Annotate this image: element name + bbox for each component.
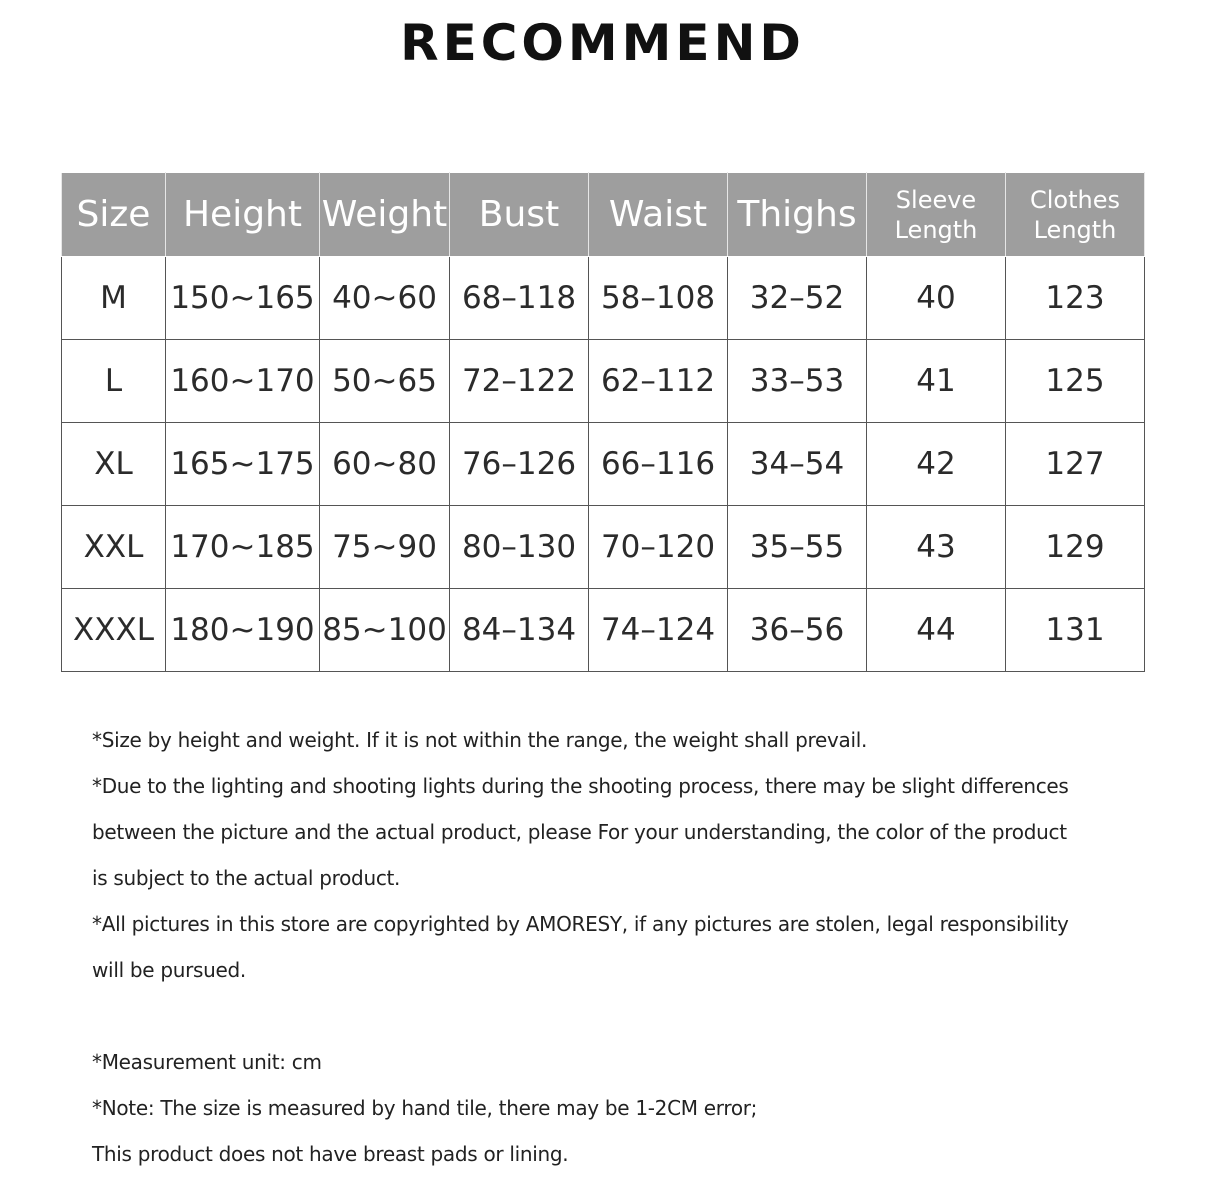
cell-clothes-length: 125 (1006, 340, 1145, 423)
cell-weight: 60~80 (320, 423, 450, 506)
table-row (62, 257, 1145, 340)
cell-sleeve-length: 43 (867, 506, 1006, 589)
cell-thighs: 34–54 (728, 423, 867, 506)
size-chart-table (61, 172, 1145, 672)
cell-waist: 70–120 (589, 506, 728, 589)
cell-height: 180~190 (166, 589, 320, 672)
cell-size: XXXL (62, 589, 166, 672)
cell-thighs: 33–53 (728, 340, 867, 423)
note-line: will be pursued. (92, 958, 246, 982)
cell-bust: 76–126 (450, 423, 589, 506)
header-height: Height (166, 173, 320, 257)
header-weight: Weight (320, 173, 450, 257)
header-waist: Waist (589, 173, 728, 257)
header-sleeve-length (867, 173, 1006, 257)
note-line: *Note: The size is measured by hand tile, there may be 1-2CM error; (92, 1096, 758, 1120)
header-clothes-length (1006, 173, 1145, 257)
cell-weight: 50~65 (320, 340, 450, 423)
note-line: is subject to the actual product. (92, 866, 401, 890)
cell-thighs: 32–52 (728, 257, 867, 340)
header-sleeve-length-line1: Sleeve (895, 185, 977, 214)
cell-sleeve-length: 42 (867, 423, 1006, 506)
cell-weight: 85~100 (320, 589, 450, 672)
header-clothes-length-line1: Clothes (1030, 185, 1120, 214)
cell-size: M (62, 257, 166, 340)
table-body (62, 257, 1145, 672)
notes-section (92, 717, 1132, 1177)
note-line: *Measurement unit: cm (92, 1050, 322, 1074)
header-bust: Bust (450, 173, 589, 257)
table-header-row (62, 173, 1145, 257)
table-row (62, 589, 1145, 672)
cell-weight: 40~60 (320, 257, 450, 340)
note-line: *All pictures in this store are copyrighted by AMORESY, if any pictures are stolen, legal responsibility (92, 912, 1069, 936)
note-line: This product does not have breast pads or lining. (92, 1142, 569, 1166)
cell-waist: 66–116 (589, 423, 728, 506)
cell-clothes-length: 123 (1006, 257, 1145, 340)
note-line: *Size by height and weight. If it is not within the range, the weight shall prevail. (92, 728, 868, 752)
cell-bust: 80–130 (450, 506, 589, 589)
notes-spacer (92, 993, 1132, 1039)
cell-height: 150~165 (166, 257, 320, 340)
note-line: between the picture and the actual product, please For your understanding, the color of the product (92, 820, 1067, 844)
header-size: Size (62, 173, 166, 257)
cell-waist: 74–124 (589, 589, 728, 672)
cell-size: L (62, 340, 166, 423)
note-line: *Due to the lighting and shooting lights during the shooting process, there may be slight differences (92, 774, 1069, 798)
cell-size: XXL (62, 506, 166, 589)
cell-thighs: 36–56 (728, 589, 867, 672)
cell-clothes-length: 131 (1006, 589, 1145, 672)
cell-size: XL (62, 423, 166, 506)
cell-height: 170~185 (166, 506, 320, 589)
cell-sleeve-length: 44 (867, 589, 1006, 672)
cell-weight: 75~90 (320, 506, 450, 589)
cell-clothes-length: 127 (1006, 423, 1145, 506)
table-row (62, 423, 1145, 506)
cell-thighs: 35–55 (728, 506, 867, 589)
cell-bust: 68–118 (450, 257, 589, 340)
table-row (62, 506, 1145, 589)
cell-bust: 84–134 (450, 589, 589, 672)
cell-height: 160~170 (166, 340, 320, 423)
table-row (62, 340, 1145, 423)
header-clothes-length-line2: Length (1033, 215, 1117, 244)
cell-height: 165~175 (166, 423, 320, 506)
page-title: RECOMMEND (400, 14, 805, 72)
cell-waist: 62–112 (589, 340, 728, 423)
header-sleeve-length-line2: Length (894, 215, 978, 244)
cell-waist: 58–108 (589, 257, 728, 340)
cell-sleeve-length: 41 (867, 340, 1006, 423)
cell-sleeve-length: 40 (867, 257, 1006, 340)
cell-clothes-length: 129 (1006, 506, 1145, 589)
cell-bust: 72–122 (450, 340, 589, 423)
header-thighs: Thighs (728, 173, 867, 257)
